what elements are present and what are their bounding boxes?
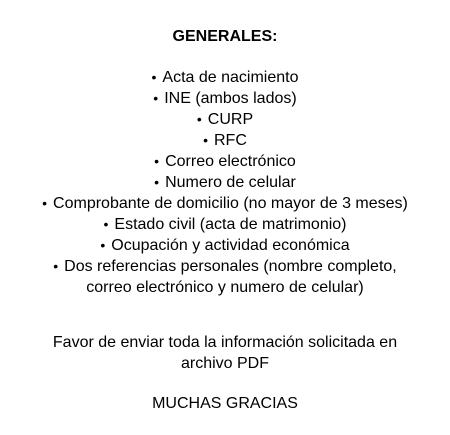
list-item [0, 256, 450, 298]
list-item-text: Correo electrónico [165, 153, 296, 170]
list-item-text: Dos referencias personales (nombre completo, [64, 258, 397, 275]
list-item [0, 130, 450, 151]
bullet-icon: • [42, 195, 48, 211]
list-item-line: correo electrónico y numero de celular) [86, 279, 364, 296]
list-item [0, 109, 450, 130]
list-item-text: Numero de celular [165, 174, 296, 191]
bullet-icon: • [100, 237, 106, 253]
requirements-list [0, 67, 450, 298]
section-heading: GENERALES: [172, 28, 278, 45]
list-item [0, 67, 450, 88]
list-item-text: Acta de nacimiento [162, 69, 299, 86]
request-paragraph: Favor de enviar toda la información solicitada en archivo PDF [52, 334, 398, 372]
bullet-icon: • [53, 258, 59, 274]
bullet-icon: • [203, 132, 208, 148]
list-item-text: Estado civil (acta de matrimonio) [114, 216, 347, 233]
bullet-icon: • [154, 153, 160, 169]
list-item [0, 172, 450, 193]
list-item [0, 214, 450, 235]
bullet-icon: • [196, 111, 202, 127]
list-item [0, 88, 450, 109]
bullet-icon: • [153, 90, 159, 106]
bullet-icon: • [154, 174, 160, 190]
list-item [0, 151, 450, 172]
bullet-icon: • [103, 216, 109, 232]
list-item-text: Ocupación y actividad económica [111, 237, 350, 254]
list-item-text: INE (ambos lados) [164, 90, 297, 107]
list-item [0, 193, 450, 214]
list-item-text: CURP [207, 111, 254, 128]
closing-thanks: MUCHAS GRACIAS [152, 395, 298, 412]
list-item-line [0, 256, 450, 277]
list-item-text: RFC [214, 132, 247, 149]
bullet-icon: • [151, 69, 157, 85]
list-item [0, 235, 450, 256]
list-item-text: Comprobante de domicilio (no mayor de 3 meses) [53, 195, 408, 212]
